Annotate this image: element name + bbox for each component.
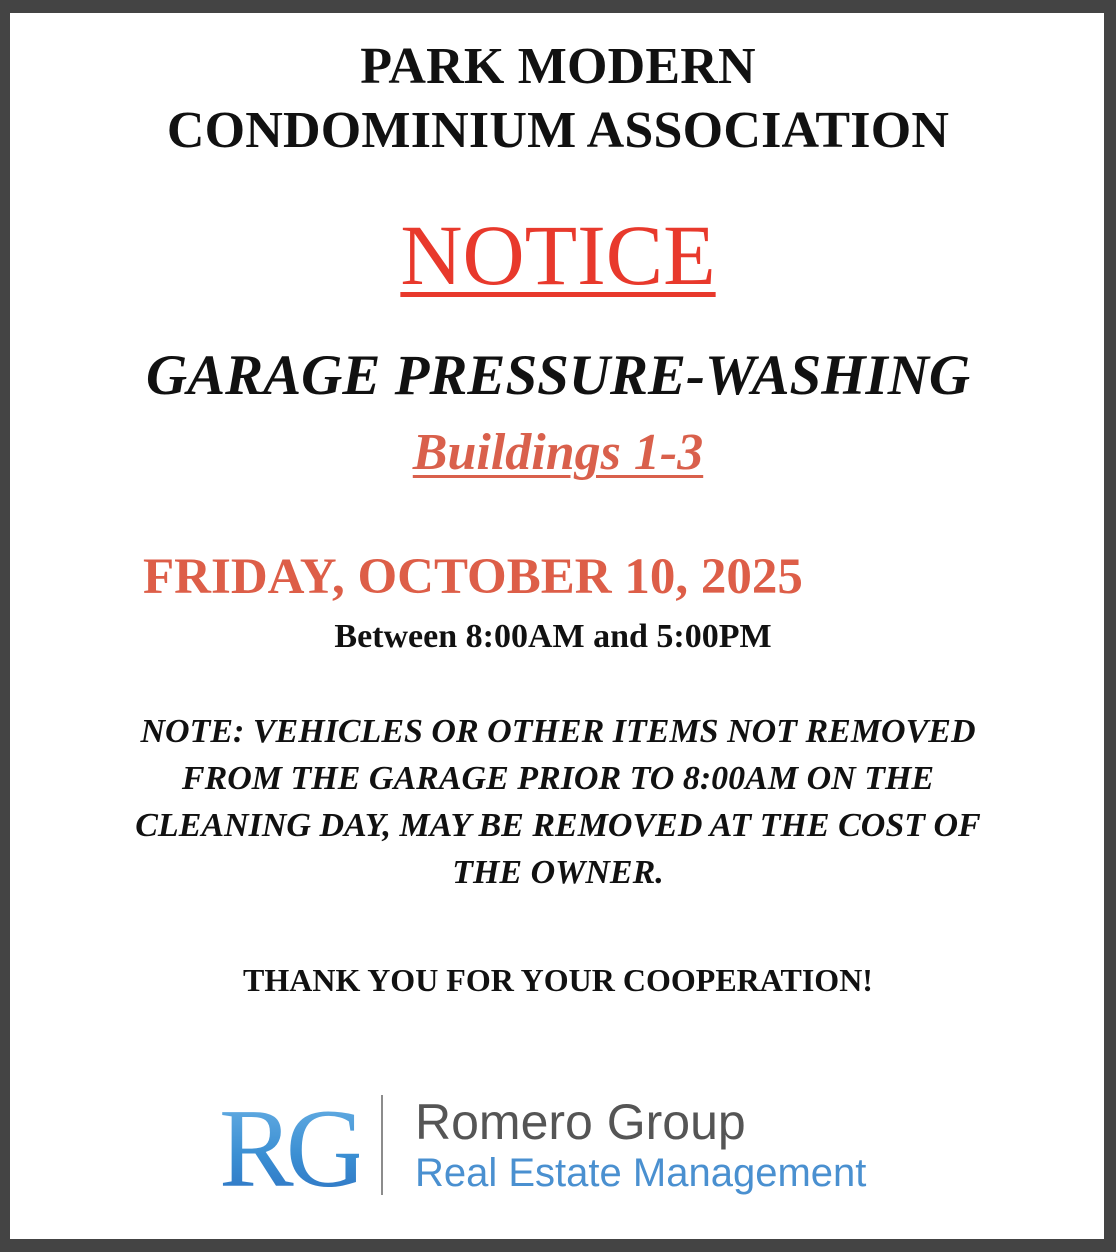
notice-heading [0,207,1116,303]
removal-note-line: FROM THE GARAGE PRIOR TO 8:00AM ON THE [181,760,935,797]
company-logo [219,1087,919,1211]
thank-you-message: THANK YOU FOR YOUR COOPERATION! [243,962,873,998]
logo-divider [381,1095,383,1195]
company-name: Romero Group [415,1094,746,1150]
association-name-line-1: PARK MODERN [360,38,756,95]
rg-monogram-logo [219,1087,359,1211]
removal-note-line: NOTE: VEHICLES OR OTHER ITEMS NOT REMOVED [140,713,976,750]
removal-note-line: THE OWNER. [452,854,664,891]
buildings-subtitle-text: Buildings 1-3 [412,424,704,481]
buildings-subtitle [0,424,1116,481]
notice-heading-text: NOTICE [400,207,716,303]
rg-monogram-text: RG [219,1087,359,1211]
event-hours: Between 8:00AM and 5:00PM [334,618,772,655]
association-name-line-2: CONDOMINIUM ASSOCIATION [166,102,950,159]
removal-note-line: CLEANING DAY, MAY BE REMOVED AT THE COST OF [135,807,981,844]
event-date: FRIDAY, OCTOBER 10, 2025 [143,549,803,605]
removal-note [0,708,1116,896]
service-title: GARAGE PRESSURE-WASHING [145,344,971,407]
company-tagline: Real Estate Management [415,1151,867,1195]
